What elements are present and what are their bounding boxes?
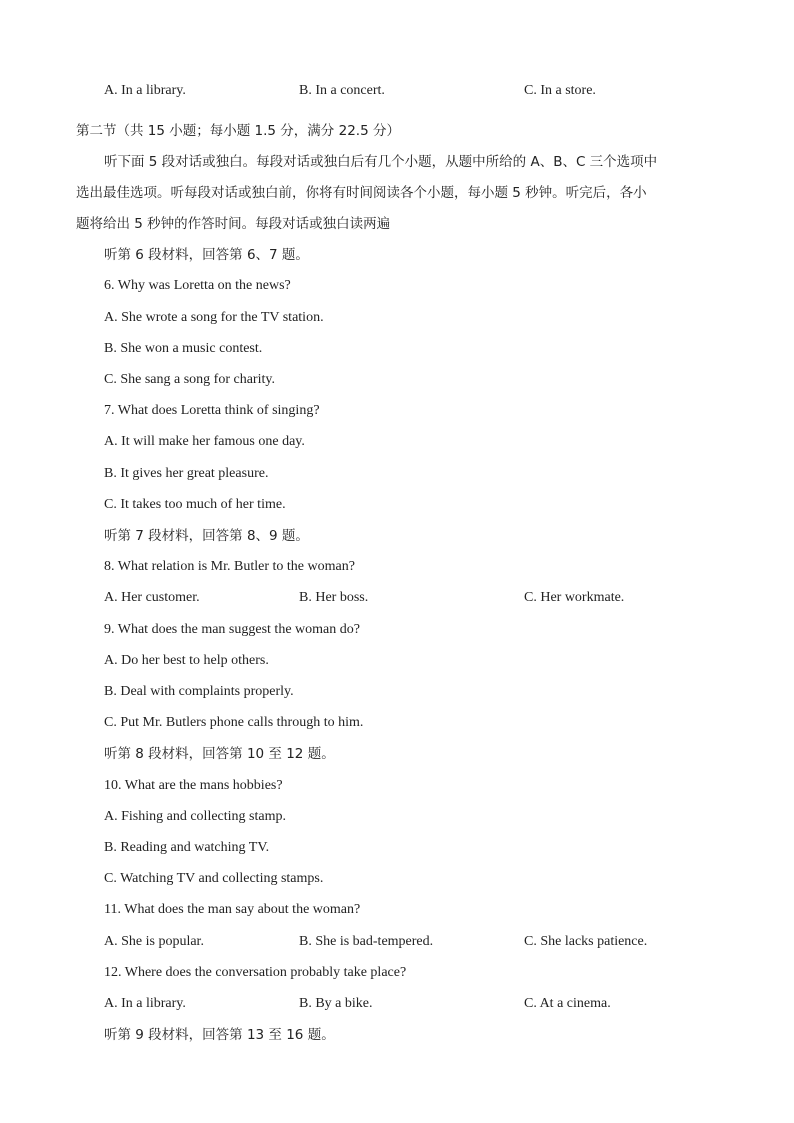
q11-options: [0, 932, 794, 952]
q6-option-b: B. She won a music contest.: [104, 341, 263, 356]
section-title: 第二节（共 15 小题；每小题 1.5 分，满分 22.5 分）: [76, 123, 400, 139]
option-a: A. In a library.: [104, 83, 186, 98]
q11-stem: 11. What does the man say about the woman?: [104, 902, 361, 917]
material-7-heading: 听第 7 段材料，回答第 8、9 题。: [104, 528, 309, 544]
q6-option-c: C. She sang a song for charity.: [104, 372, 275, 387]
material-9-heading: 听第 9 段材料，回答第 13 至 16 题。: [104, 1027, 335, 1043]
q7-stem: 7. What does Loretta think of singing?: [104, 403, 320, 418]
q12-option-b: B. By a bike.: [299, 996, 373, 1011]
q7-option-b: B. It gives her great pleasure.: [104, 466, 269, 481]
option-b: B. In a concert.: [299, 83, 385, 98]
q8-options: [0, 588, 794, 608]
q12-option-c: C. At a cinema.: [524, 996, 611, 1011]
q10-stem: 10. What are the mans hobbies?: [104, 778, 283, 793]
q10-option-c: C. Watching TV and collecting stamps.: [104, 871, 324, 886]
q12-option-a: A. In a library.: [104, 996, 186, 1011]
q8-option-c: C. Her workmate.: [524, 590, 625, 605]
q10-option-a: A. Fishing and collecting stamp.: [104, 809, 286, 824]
instructions-line-1: 听下面 5 段对话或独白。每段对话或独白后有几个小题，从题中所给的 A、B、C 三个选项中: [104, 154, 658, 170]
material-6-heading: 听第 6 段材料，回答第 6、7 题。: [104, 247, 309, 263]
q9-option-b: B. Deal with complaints properly.: [104, 684, 294, 699]
q7-option-a: A. It will make her famous one day.: [104, 434, 305, 449]
q6-option-a: A. She wrote a song for the TV station.: [104, 310, 324, 325]
q9-option-c: C. Put Mr. Butlers phone calls through to him.: [104, 715, 364, 730]
option-c: C. In a store.: [524, 83, 596, 98]
q11-option-a: A. She is popular.: [104, 934, 204, 949]
q12-stem: 12. Where does the conversation probably take place?: [104, 965, 407, 980]
q6-stem: 6. Why was Loretta on the news?: [104, 278, 291, 293]
material-8-heading: 听第 8 段材料，回答第 10 至 12 题。: [104, 746, 335, 762]
q9-option-a: A. Do her best to help others.: [104, 653, 269, 668]
q11-option-c: C. She lacks patience.: [524, 934, 648, 949]
instructions-line-3: 题将给出 5 秒钟的作答时间。每段对话或独白读两遍: [76, 216, 391, 232]
q9-stem: 9. What does the man suggest the woman do?: [104, 622, 360, 637]
q8-option-b: B. Her boss.: [299, 590, 369, 605]
q10-option-b: B. Reading and watching TV.: [104, 840, 270, 855]
instructions-line-2: 选出最佳选项。听每段对话或独白前，你将有时间阅读各个小题，每小题 5 秒钟。听完后，各小: [76, 185, 647, 201]
q11-option-b: B. She is bad-tempered.: [299, 934, 434, 949]
q7-option-c: C. It takes too much of her time.: [104, 497, 286, 512]
q8-option-a: A. Her customer.: [104, 590, 200, 605]
prev-question-options: [0, 81, 794, 101]
q12-options: [0, 994, 794, 1014]
q8-stem: 8. What relation is Mr. Butler to the woman?: [104, 559, 355, 574]
